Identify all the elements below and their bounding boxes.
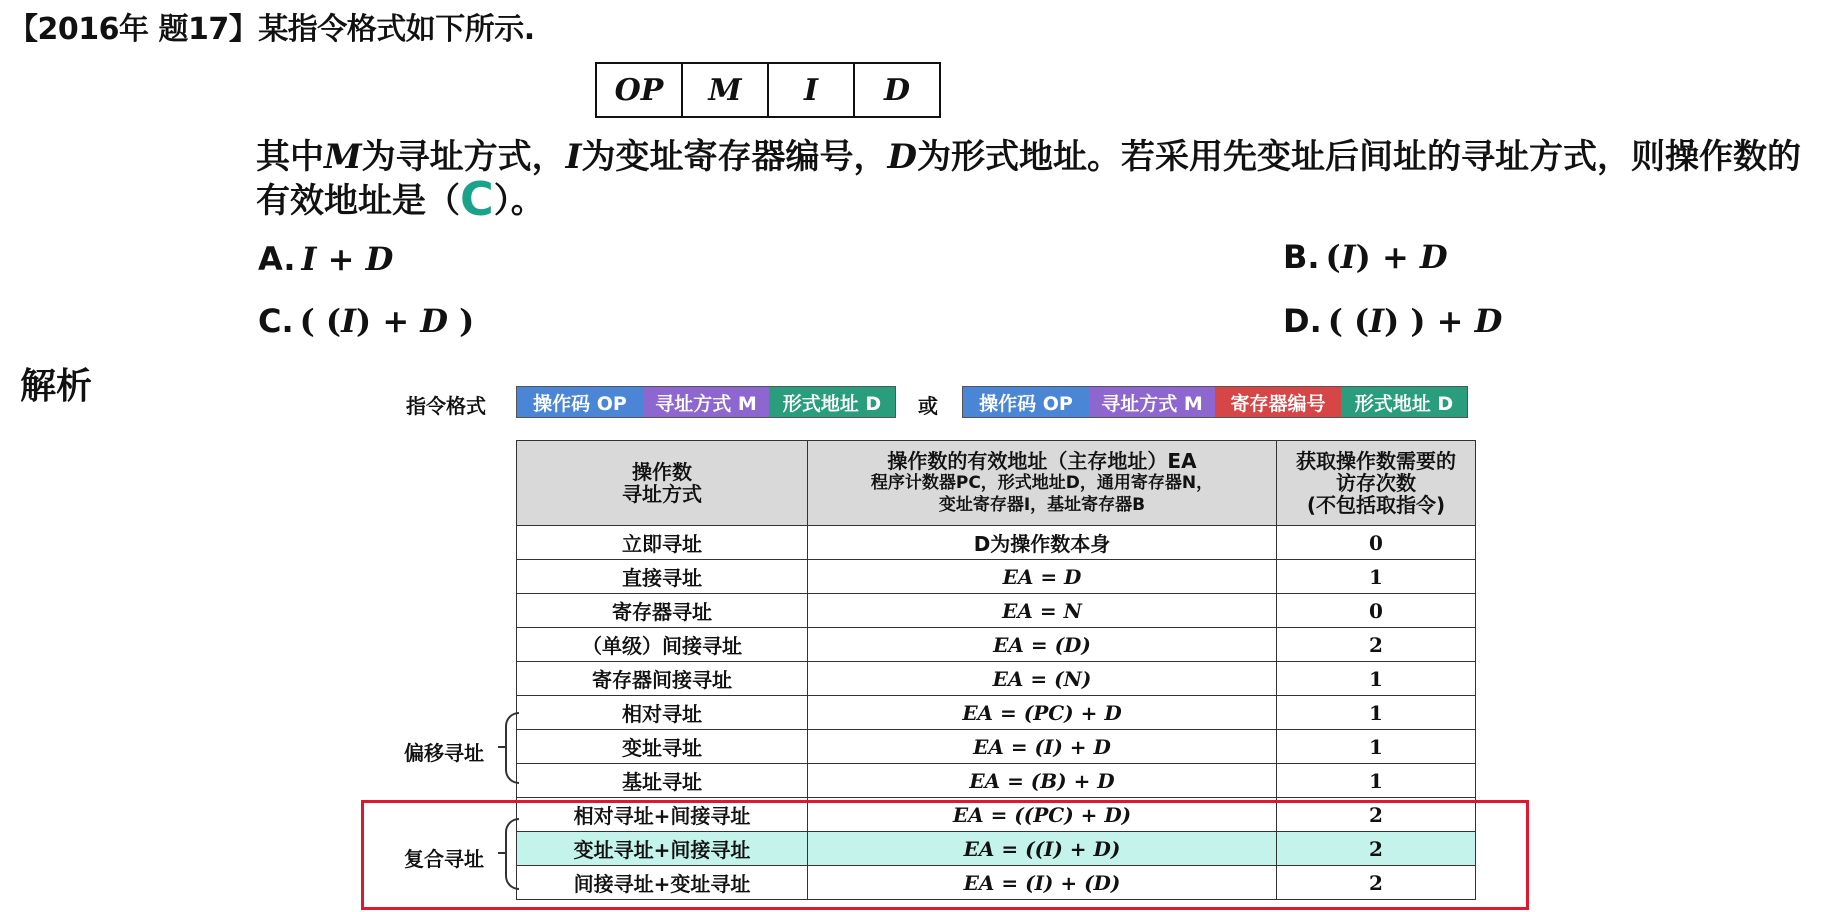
row-count: 1 — [1277, 764, 1476, 798]
table-row — [517, 764, 1476, 798]
row-count: 0 — [1277, 594, 1476, 628]
row-count: 1 — [1277, 730, 1476, 764]
header-text: (不包括取指令) — [1306, 493, 1446, 517]
header-text: 获取操作数需要的 — [1296, 449, 1456, 473]
row-count: 1 — [1277, 560, 1476, 594]
row-mode: 寄存器寻址 — [517, 594, 808, 628]
option-d-expr: ( (I) ) + D — [1327, 302, 1503, 340]
group-label-offset: 偏移寻址 — [404, 741, 484, 765]
question-part: 为变址寄存器编号， — [581, 137, 888, 177]
table-row — [517, 628, 1476, 662]
row-ea: EA = (I) + D — [808, 730, 1277, 764]
option-d-label: D. — [1283, 302, 1322, 340]
header-text: 操作数 — [632, 460, 692, 484]
analysis-heading: 解析 — [20, 366, 93, 407]
row-ea: EA = (N) — [808, 662, 1277, 696]
row-mode: 立即寻址 — [517, 526, 808, 560]
row-ea: EA = N — [808, 594, 1277, 628]
row-count: 1 — [1277, 662, 1476, 696]
row-ea: EA = D — [808, 560, 1277, 594]
header-text: 变址寄存器I，基址寄存器B — [938, 495, 1146, 515]
row-mode: 变址寻址+间接寻址 — [517, 832, 808, 866]
legend-label: 指令格式 — [406, 394, 486, 418]
row-mode: 间接寻址+变址寻址 — [517, 866, 808, 900]
question-part: ）。 — [493, 181, 545, 221]
table-header-row — [517, 441, 1476, 526]
format-field-op: OP — [597, 64, 683, 116]
row-ea: EA = ((PC) + D) — [808, 798, 1277, 832]
option-a-label: A. — [258, 240, 296, 278]
row-ea: EA = (D) — [808, 628, 1277, 662]
legend-register: 寄存器编号 — [1215, 387, 1341, 417]
legend-or: 或 — [918, 394, 938, 418]
row-mode: 基址寻址 — [517, 764, 808, 798]
option-b-expr: (I) + D — [1325, 238, 1448, 276]
row-ea: D为操作数本身 — [808, 526, 1277, 560]
question-symbol-m: M — [324, 137, 362, 177]
format-legend-four-field — [962, 386, 1468, 418]
highlight-frame — [361, 800, 1529, 910]
table-row — [517, 594, 1476, 628]
table-row — [517, 560, 1476, 594]
row-mode: 直接寻址 — [517, 560, 808, 594]
question-title: 【2016年 题17】某指令格式如下所示. — [8, 12, 535, 47]
header-text: 操作数的有效地址（主存地址）EA — [887, 449, 1197, 473]
row-mode: 相对寻址+间接寻址 — [517, 798, 808, 832]
option-b — [1283, 238, 1448, 276]
brace-offset — [505, 712, 519, 784]
header-text: 程序计数器PC，形式地址D，通用寄存器N， — [870, 473, 1214, 493]
row-mode: （单级）间接寻址 — [517, 628, 808, 662]
header-text: 访存次数 — [1336, 471, 1416, 495]
row-mode: 相对寻址 — [517, 696, 808, 730]
row-ea: EA = (PC) + D — [808, 696, 1277, 730]
row-ea: EA = (B) + D — [808, 764, 1277, 798]
question-part: 其中 — [256, 137, 324, 177]
row-count: 0 — [1277, 526, 1476, 560]
legend-d: 形式地址 D — [1341, 387, 1467, 417]
header-mode — [517, 441, 808, 526]
group-label-compound: 复合寻址 — [404, 847, 484, 871]
legend-op: 操作码 OP — [517, 387, 643, 417]
legend-d: 形式地址 D — [769, 387, 895, 417]
row-count: 2 — [1277, 798, 1476, 832]
question-part: 为寻址方式， — [361, 137, 566, 177]
row-count: 2 — [1277, 832, 1476, 866]
instruction-format-box — [595, 62, 941, 118]
row-count: 1 — [1277, 696, 1476, 730]
option-b-label: B. — [1283, 238, 1320, 276]
answer-letter: C — [460, 172, 494, 226]
option-a-expr: I + D — [301, 240, 394, 278]
question-symbol-d: D — [887, 137, 918, 177]
question-part: 为形式地址。若采用先变址后间址的寻址方式，则操作数的有效地址是（ — [256, 137, 1802, 221]
row-ea: EA = (I) + (D) — [808, 866, 1277, 900]
question-symbol-i: I — [565, 137, 582, 177]
header-ea — [808, 441, 1277, 526]
row-mode: 寄存器间接寻址 — [517, 662, 808, 696]
format-field-d: D — [883, 72, 910, 108]
row-count: 2 — [1277, 866, 1476, 900]
format-field-i: I — [769, 64, 855, 116]
row-ea: EA = ((I) + D) — [808, 832, 1277, 866]
option-c — [258, 302, 474, 340]
row-mode: 变址寻址 — [517, 730, 808, 764]
legend-m: 寻址方式 M — [643, 387, 769, 417]
table-row — [517, 730, 1476, 764]
table-row — [517, 526, 1476, 560]
header-count — [1277, 441, 1476, 526]
option-c-expr: ( (I) + D ) — [299, 302, 475, 340]
option-c-label: C. — [258, 302, 294, 340]
table-row — [517, 662, 1476, 696]
header-text: 寻址方式 — [622, 482, 702, 506]
table-row — [517, 696, 1476, 730]
brace-tip — [498, 746, 506, 748]
format-field-m: M — [683, 64, 769, 116]
question-text — [256, 136, 1826, 226]
legend-op: 操作码 OP — [963, 387, 1089, 417]
legend-m: 寻址方式 M — [1089, 387, 1215, 417]
option-a — [258, 240, 393, 278]
row-count: 2 — [1277, 628, 1476, 662]
format-legend-three-field — [516, 386, 896, 418]
option-d — [1283, 302, 1502, 340]
